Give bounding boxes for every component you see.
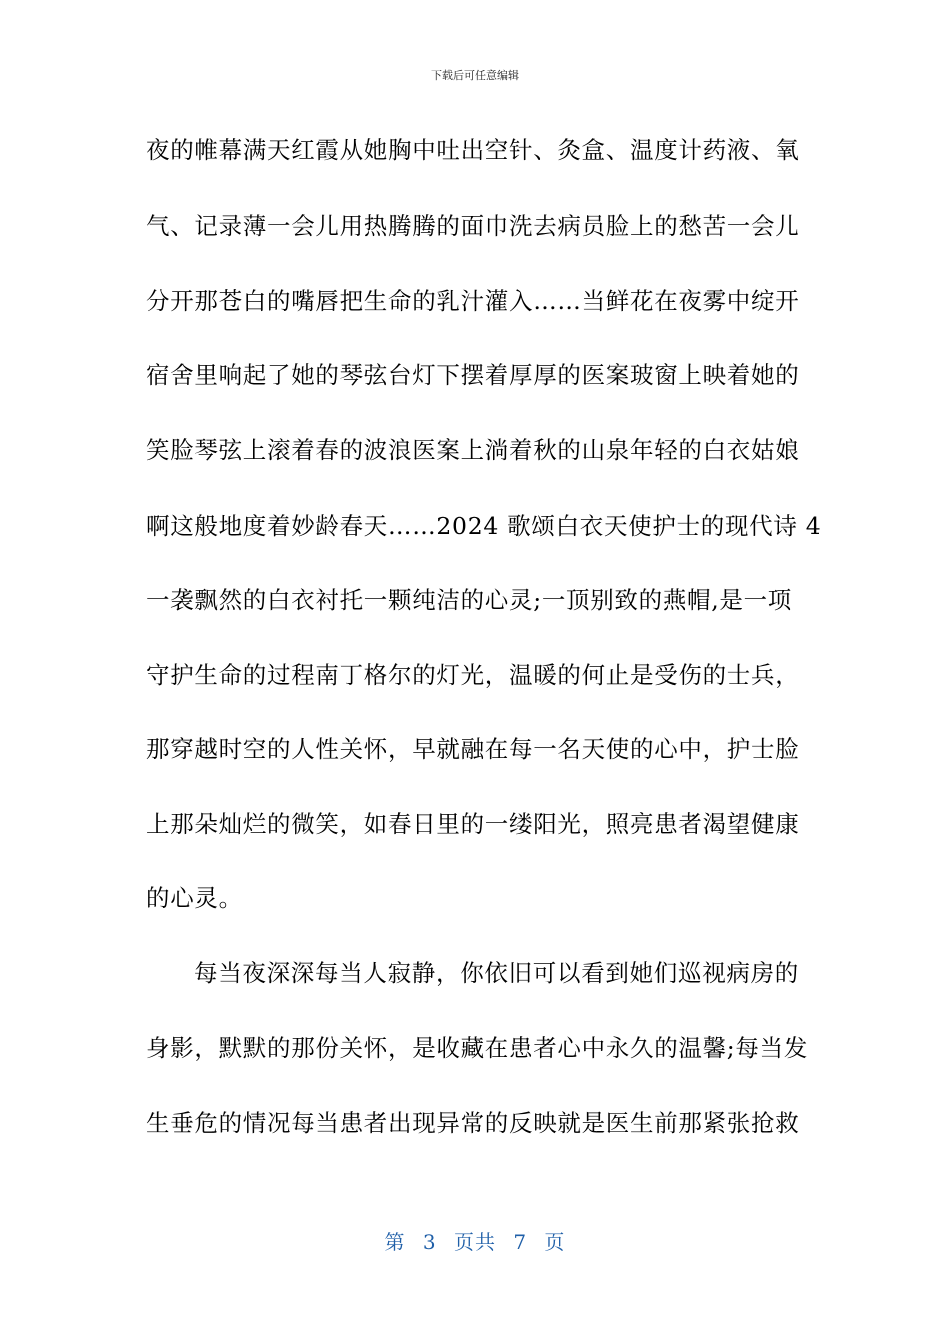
text-line: 守护生命的过程南丁格尔的灯光，温暖的何止是受伤的士兵， (146, 661, 800, 689)
page-footer: 第 3 页共 7 页 (384, 1230, 566, 1254)
text-line: 啊这般地度着妙龄春天……2024 歌颂白衣天使护士的现代诗 4 (146, 512, 822, 540)
text-line: 生垂危的情况每当患者出现异常的反映就是医生前那紧张抢救 (146, 1109, 800, 1137)
text-line: 夜的帷幕满天红霞从她胸中吐出空针、灸盒、温度计药液、氧 (146, 136, 800, 164)
text-line: 一袭飘然的白衣衬托一颗纯洁的心灵;一顶别致的燕帽,是一项 (146, 586, 792, 614)
text-line: 分开那苍白的嘴唇把生命的乳汁灌入……当鲜花在夜雾中绽开 (146, 287, 800, 315)
text-line: 上那朵灿烂的微笑，如春日里的一缕阳光，照亮患者渴望健康 (146, 810, 800, 838)
page-header: 下载后可任意编辑 (431, 69, 519, 82)
text-line: 身影，默默的那份关怀，是收藏在患者心中永久的温馨;每当发 (146, 1034, 809, 1062)
paragraph-first-line: 每当夜深深每当人寂静，你依旧可以看到她们巡视病房的 (194, 959, 799, 987)
text-line: 宿舍里响起了她的琴弦台灯下摆着厚厚的医案玻窗上映着她的 (146, 361, 800, 389)
text-line: 气、记录薄一会儿用热腾腾的面巾洗去病员脸上的愁苦一会儿 (146, 212, 800, 240)
text-line: 笑脸琴弦上滚着春的波浪医案上淌着秋的山泉年轻的白衣姑娘 (146, 436, 800, 464)
text-line: 的心灵。 (146, 884, 243, 912)
text-line: 那穿越时空的人性关怀，早就融在每一名天使的心中，护士脸 (146, 735, 800, 763)
